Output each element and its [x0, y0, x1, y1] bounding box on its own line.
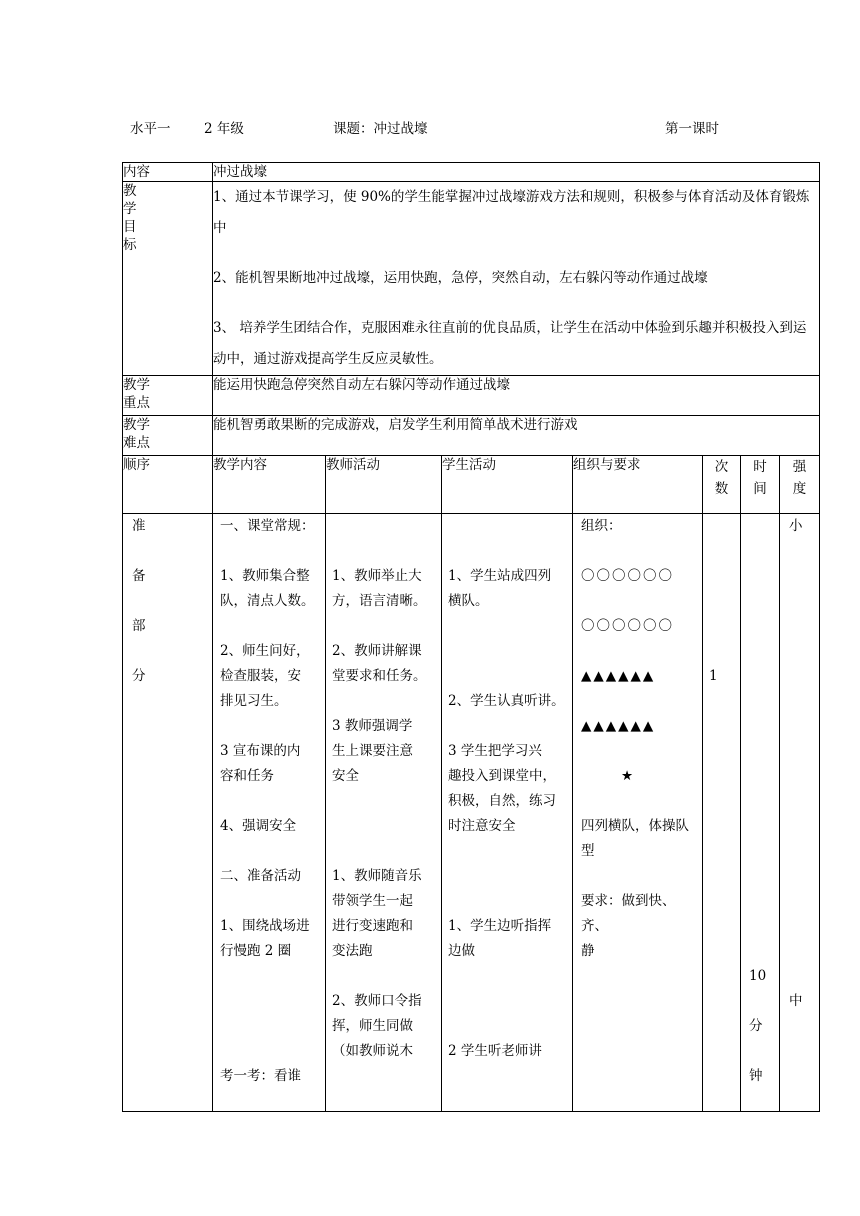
formation-circles-row-1: 〇〇〇〇〇〇 [581, 568, 674, 584]
objectives-value [213, 182, 820, 376]
difficulty-label: 教学 难点 [123, 416, 213, 456]
col-student: 学生活动 [442, 456, 573, 514]
row-preparation [123, 514, 820, 1112]
key-points-label: 教学 重点 [123, 376, 213, 416]
header-grade: 2 年级 [204, 121, 244, 137]
intensity-cell: 小 中 [780, 514, 820, 1112]
header-lesson: 第一课时 [665, 121, 719, 137]
col-intensity: 强 度 [780, 456, 820, 514]
header-topic: 课题：冲过战壕 [333, 121, 428, 137]
order-cell: 准 备 部 分 [123, 514, 213, 1112]
key-points-value: 能运用快跑急停突然自动左右躲闪等动作通过战壕 [213, 376, 820, 416]
time-cell: 10 分 钟 [741, 514, 780, 1112]
formation-triangles-row-2: ▲▲▲▲▲▲ [581, 718, 656, 734]
lesson-plan-table [122, 162, 820, 1112]
row-content [123, 163, 820, 182]
col-time: 时 间 [741, 456, 780, 514]
organization-cell: 组织： 〇〇〇〇〇〇 〇〇〇〇〇〇 ▲▲▲▲▲▲ ▲▲▲▲▲▲ ★ 四列横队，体操队 型 要求：做到快、齐、 静 [573, 514, 703, 1112]
col-teacher: 教师活动 [326, 456, 442, 514]
count-cell: 1 [703, 514, 741, 1112]
row-difficulty [123, 416, 820, 456]
row-column-headers [123, 456, 820, 514]
formation-triangles-row-1: ▲▲▲▲▲▲ [581, 668, 656, 684]
game-title: 考一考：看谁 [220, 1068, 301, 1084]
student-cell: 1、学生站成四列 横队。 2、学生认真听讲。 3 学生把学习兴 趣投入到课堂中， 积极，自然，练习 时注意安全 1、学生边听指挥 边做 2 学生听老师讲 [442, 514, 573, 1112]
content-cell: 一、课堂常规： 1、教师集合整 队，清点人数。 2、师生问好， 检查服装，安 排见习生。 3 宣布课的内 容和任务 4、强调安全 二、准备活动 1、围绕战场进 行慢跑 2 圈 考一考：看谁 [213, 514, 326, 1112]
teacher-star-icon: ★ [621, 768, 634, 784]
difficulty-value: 能机智勇敢果断的完成游戏，启发学生利用简单战术进行游戏 [213, 416, 820, 456]
objective-3: 3、 培养学生团结合作，克服困难永往直前的优良品质，让学生在活动中体验到乐趣并积极投入到运动中，通过游戏提高学生反应灵敏性。 [213, 320, 807, 367]
row-key-points [123, 376, 820, 416]
objective-2: 2、能机智果断地冲过战壕，运用快跑，急停，突然自动，左右躲闪等动作通过战壕 [213, 270, 708, 286]
objective-1: 1、通过本节课学习，使 90%的学生能掌握冲过战壕游戏方法和规则，积极参与体育活动及体育锻炼中 [213, 189, 810, 236]
col-content: 教学内容 [213, 456, 326, 514]
teacher-cell: 1、教师举止大 方，语言清晰。 2、教师讲解课 堂要求和任务。 3 教师强调学 生上课要注意 安全 1、教师随音乐 带领学生一起 进行变速跑和 变法跑 2、教师口令指 挥，师生同做 （如教师说木 [326, 514, 442, 1112]
content-value: 冲过战壕 [213, 163, 820, 182]
routine-title: 一、课堂常规： [220, 518, 315, 534]
col-count: 次 数 [703, 456, 741, 514]
header-level: 水平一 [130, 121, 171, 137]
content-label: 内容 [123, 163, 213, 182]
objectives-label: 教 学 目 标 [123, 182, 213, 376]
org-title: 组织： [581, 518, 622, 534]
row-objectives [123, 182, 820, 376]
warmup-title: 二、准备活动 [220, 868, 301, 884]
formation-circles-row-2: 〇〇〇〇〇〇 [581, 618, 674, 634]
col-order: 顺序 [123, 456, 213, 514]
col-organization: 组织与要求 [573, 456, 703, 514]
